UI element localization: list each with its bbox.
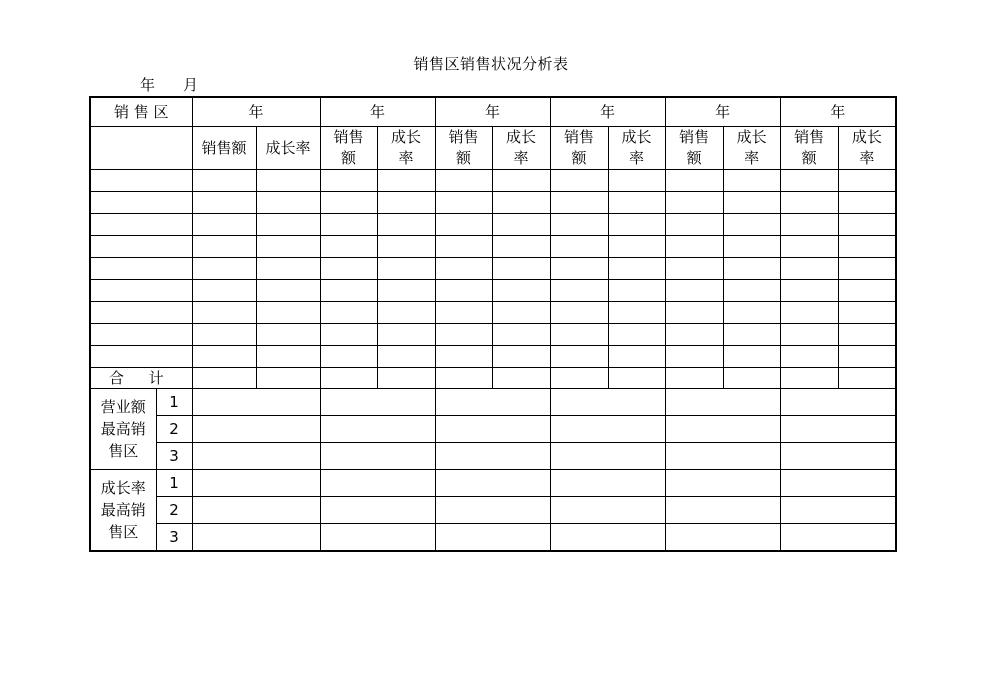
data-cell[interactable]: [256, 258, 320, 280]
data-cell[interactable]: [192, 280, 256, 302]
data-cell[interactable]: [435, 280, 492, 302]
data-cell[interactable]: [723, 280, 780, 302]
data-cell[interactable]: [320, 214, 377, 236]
header-row-metrics: [90, 127, 896, 170]
data-cell[interactable]: [780, 324, 838, 346]
data-cell[interactable]: [435, 324, 492, 346]
data-cell[interactable]: [256, 280, 320, 302]
data-cell[interactable]: [192, 346, 256, 368]
table-row: [90, 346, 896, 368]
data-cell[interactable]: [320, 258, 377, 280]
data-cell[interactable]: [780, 302, 838, 324]
rank-region-cell[interactable]: [550, 443, 665, 470]
data-cell[interactable]: [550, 280, 608, 302]
data-cell[interactable]: [550, 236, 608, 258]
total-label: 合 计: [90, 368, 192, 389]
data-cell[interactable]: [723, 346, 780, 368]
data-cell[interactable]: [723, 302, 780, 324]
data-cell[interactable]: [377, 214, 435, 236]
data-cell[interactable]: [608, 346, 665, 368]
data-cell[interactable]: [608, 192, 665, 214]
growth-rate-label: 成长率: [851, 128, 882, 167]
data-cell[interactable]: [320, 346, 377, 368]
data-cell[interactable]: [550, 302, 608, 324]
data-cell[interactable]: [320, 280, 377, 302]
rank-row: [90, 524, 896, 552]
data-cell[interactable]: [435, 170, 492, 192]
rank-region-cell[interactable]: [192, 443, 320, 470]
year-header: 年: [320, 97, 435, 127]
region-header: 销 售 区: [90, 97, 192, 127]
data-cell[interactable]: [608, 324, 665, 346]
data-cell[interactable]: [665, 236, 723, 258]
total-cell[interactable]: [780, 368, 838, 389]
table-row: [90, 192, 896, 214]
rank-number: 1: [156, 389, 192, 416]
data-cell[interactable]: [492, 302, 550, 324]
rank-number: 3: [156, 524, 192, 552]
data-cell[interactable]: [256, 346, 320, 368]
data-cell[interactable]: [256, 214, 320, 236]
total-row: [90, 368, 896, 389]
region-subheader: [90, 127, 192, 170]
table-row: [90, 214, 896, 236]
growth-rate-header: [492, 127, 550, 170]
total-cell[interactable]: [256, 368, 320, 389]
sales-amount-header: [780, 127, 838, 170]
data-cell[interactable]: [608, 302, 665, 324]
top-revenue-label-text: 营业额最高销售区: [100, 398, 146, 460]
data-cell[interactable]: [192, 258, 256, 280]
year-header: 年: [665, 97, 780, 127]
data-cell[interactable]: [838, 258, 896, 280]
data-cell[interactable]: [838, 214, 896, 236]
year-header: 年: [550, 97, 665, 127]
rank-row: [90, 416, 896, 443]
data-cell[interactable]: [256, 236, 320, 258]
region-name-cell[interactable]: [90, 170, 192, 192]
year-label: 年: [140, 76, 156, 94]
sales-amount-header: [665, 127, 723, 170]
sales-amount-header: [320, 127, 377, 170]
data-cell[interactable]: [780, 346, 838, 368]
sales-amount-header: [192, 127, 256, 170]
data-cell[interactable]: [723, 170, 780, 192]
data-cell[interactable]: [780, 280, 838, 302]
rank-region-cell[interactable]: [550, 416, 665, 443]
data-cell[interactable]: [665, 214, 723, 236]
sales-analysis-table: [89, 96, 897, 552]
rank-region-cell[interactable]: [320, 443, 435, 470]
data-cell[interactable]: [723, 236, 780, 258]
region-name-cell[interactable]: [90, 236, 192, 258]
data-cell[interactable]: [550, 214, 608, 236]
data-cell[interactable]: [435, 192, 492, 214]
sales-amount-label: 销售额: [333, 128, 364, 167]
data-cell[interactable]: [492, 346, 550, 368]
growth-rate-label: 成长率: [391, 128, 422, 167]
rank-region-cell[interactable]: [435, 389, 550, 416]
data-cell[interactable]: [492, 324, 550, 346]
data-cell[interactable]: [665, 258, 723, 280]
growth-rate-header: [377, 127, 435, 170]
rank-region-cell[interactable]: [780, 524, 896, 552]
data-cell[interactable]: [550, 192, 608, 214]
region-name-cell[interactable]: [90, 302, 192, 324]
sales-amount-label: 销售额: [201, 138, 247, 157]
data-cell[interactable]: [435, 346, 492, 368]
data-cell[interactable]: [780, 236, 838, 258]
data-cell[interactable]: [377, 324, 435, 346]
rank-region-cell[interactable]: [780, 443, 896, 470]
growth-rate-header: [723, 127, 780, 170]
rank-region-cell[interactable]: [320, 470, 435, 497]
data-cell[interactable]: [665, 192, 723, 214]
data-cell[interactable]: [608, 170, 665, 192]
data-cell[interactable]: [723, 324, 780, 346]
growth-rate-header: [838, 127, 896, 170]
data-cell[interactable]: [550, 324, 608, 346]
data-cell[interactable]: [608, 214, 665, 236]
region-name-cell[interactable]: [90, 258, 192, 280]
rank-region-cell[interactable]: [665, 524, 780, 552]
rank-region-cell[interactable]: [192, 497, 320, 524]
data-cell[interactable]: [377, 280, 435, 302]
top-growth-label: [90, 470, 156, 552]
rank-region-cell[interactable]: [320, 524, 435, 552]
rank-region-cell[interactable]: [665, 416, 780, 443]
rank-number: 3: [156, 443, 192, 470]
data-cell[interactable]: [192, 324, 256, 346]
data-cell[interactable]: [192, 236, 256, 258]
sales-amount-label: 销售额: [448, 128, 479, 167]
region-name-cell[interactable]: [90, 192, 192, 214]
data-cell[interactable]: [780, 214, 838, 236]
data-cell[interactable]: [320, 236, 377, 258]
data-cell[interactable]: [780, 170, 838, 192]
data-cell[interactable]: [377, 302, 435, 324]
growth-rate-header: [256, 127, 320, 170]
sales-amount-label: 销售额: [794, 128, 825, 167]
rank-region-cell[interactable]: [192, 524, 320, 552]
rank-region-cell[interactable]: [550, 389, 665, 416]
total-cell[interactable]: [665, 368, 723, 389]
total-cell[interactable]: [435, 368, 492, 389]
table-row: [90, 302, 896, 324]
data-cell[interactable]: [377, 170, 435, 192]
rank-region-cell[interactable]: [192, 389, 320, 416]
rank-region-cell[interactable]: [435, 497, 550, 524]
data-cell[interactable]: [665, 170, 723, 192]
rank-region-cell[interactable]: [665, 443, 780, 470]
sales-amount-label: 销售额: [564, 128, 595, 167]
rank-region-cell[interactable]: [665, 389, 780, 416]
total-cell[interactable]: [320, 368, 377, 389]
data-cell[interactable]: [192, 170, 256, 192]
region-name-cell[interactable]: [90, 324, 192, 346]
data-cell[interactable]: [256, 192, 320, 214]
rank-region-cell[interactable]: [435, 524, 550, 552]
rank-number: 2: [156, 416, 192, 443]
total-cell[interactable]: [838, 368, 896, 389]
year-header: 年: [192, 97, 320, 127]
data-cell[interactable]: [435, 236, 492, 258]
rank-region-cell[interactable]: [780, 416, 896, 443]
data-cell[interactable]: [377, 346, 435, 368]
data-cell[interactable]: [665, 302, 723, 324]
rank-region-cell[interactable]: [780, 470, 896, 497]
growth-rate-label: 成长率: [506, 128, 537, 167]
data-cell[interactable]: [435, 214, 492, 236]
data-cell[interactable]: [665, 324, 723, 346]
rank-region-cell[interactable]: [665, 470, 780, 497]
rank-region-cell[interactable]: [780, 497, 896, 524]
data-cell[interactable]: [608, 236, 665, 258]
rank-region-cell[interactable]: [192, 470, 320, 497]
data-cell[interactable]: [377, 192, 435, 214]
data-cell[interactable]: [256, 302, 320, 324]
rank-region-cell[interactable]: [320, 416, 435, 443]
rank-region-cell[interactable]: [550, 470, 665, 497]
rank-region-cell[interactable]: [320, 389, 435, 416]
data-cell[interactable]: [550, 258, 608, 280]
data-cell[interactable]: [320, 302, 377, 324]
top-revenue-label: [90, 389, 156, 470]
top-growth-label-text: 成长率最高销售区: [100, 479, 146, 541]
sales-amount-header: [550, 127, 608, 170]
data-cell[interactable]: [492, 214, 550, 236]
rank-region-cell[interactable]: [665, 497, 780, 524]
growth-rate-label: 成长率: [621, 128, 652, 167]
table-row: [90, 236, 896, 258]
data-cell[interactable]: [492, 192, 550, 214]
rank-region-cell[interactable]: [550, 497, 665, 524]
data-cell[interactable]: [492, 280, 550, 302]
data-cell[interactable]: [608, 258, 665, 280]
rank-row: [90, 497, 896, 524]
rank-region-cell[interactable]: [435, 443, 550, 470]
data-cell[interactable]: [435, 258, 492, 280]
rank-region-cell[interactable]: [320, 497, 435, 524]
sales-amount-label: 销售额: [679, 128, 710, 167]
data-cell[interactable]: [320, 170, 377, 192]
table-row: [90, 280, 896, 302]
table-row: [90, 324, 896, 346]
data-cell[interactable]: [838, 170, 896, 192]
month-label: 月: [183, 76, 199, 94]
data-cell[interactable]: [665, 280, 723, 302]
region-name-cell[interactable]: [90, 346, 192, 368]
total-cell[interactable]: [608, 368, 665, 389]
rank-region-cell[interactable]: [435, 470, 550, 497]
rank-row: [90, 443, 896, 470]
rank-row: [90, 470, 896, 497]
data-cell[interactable]: [492, 170, 550, 192]
data-cell[interactable]: [838, 346, 896, 368]
data-cell[interactable]: [192, 192, 256, 214]
data-cell[interactable]: [723, 214, 780, 236]
header-row-years: [90, 97, 896, 127]
sales-amount-header: [435, 127, 492, 170]
year-header: 年: [435, 97, 550, 127]
data-cell[interactable]: [377, 236, 435, 258]
total-cell[interactable]: [550, 368, 608, 389]
rank-region-cell[interactable]: [550, 524, 665, 552]
total-cell[interactable]: [377, 368, 435, 389]
data-cell[interactable]: [192, 214, 256, 236]
rank-region-cell[interactable]: [192, 416, 320, 443]
data-cell[interactable]: [780, 258, 838, 280]
data-cell[interactable]: [492, 236, 550, 258]
total-cell[interactable]: [723, 368, 780, 389]
data-cell[interactable]: [838, 280, 896, 302]
page-title: 销售区销售状况分析表: [413, 55, 569, 73]
data-cell[interactable]: [256, 170, 320, 192]
data-cell[interactable]: [192, 302, 256, 324]
data-cell[interactable]: [256, 324, 320, 346]
data-cell[interactable]: [550, 346, 608, 368]
data-cell[interactable]: [320, 192, 377, 214]
rank-number: 1: [156, 470, 192, 497]
rank-region-cell[interactable]: [435, 416, 550, 443]
data-cell[interactable]: [550, 170, 608, 192]
total-cell[interactable]: [192, 368, 256, 389]
date-line: [140, 74, 198, 95]
year-header: 年: [780, 97, 896, 127]
data-cell[interactable]: [780, 192, 838, 214]
data-cell[interactable]: [320, 324, 377, 346]
growth-rate-header: [608, 127, 665, 170]
rank-region-cell[interactable]: [780, 389, 896, 416]
table-row: [90, 170, 896, 192]
data-cell[interactable]: [838, 192, 896, 214]
growth-rate-label: 成长率: [265, 138, 311, 157]
region-name-cell[interactable]: [90, 214, 192, 236]
growth-rate-label: 成长率: [736, 128, 767, 167]
data-cell[interactable]: [608, 280, 665, 302]
total-cell[interactable]: [492, 368, 550, 389]
data-cell[interactable]: [665, 346, 723, 368]
data-cell[interactable]: [838, 236, 896, 258]
data-cell[interactable]: [435, 302, 492, 324]
region-name-cell[interactable]: [90, 280, 192, 302]
rank-row: [90, 389, 896, 416]
data-cell[interactable]: [377, 258, 435, 280]
data-cell[interactable]: [723, 192, 780, 214]
data-cell[interactable]: [492, 258, 550, 280]
rank-number: 2: [156, 497, 192, 524]
data-cell[interactable]: [723, 258, 780, 280]
data-cell[interactable]: [838, 302, 896, 324]
data-cell[interactable]: [838, 324, 896, 346]
table-row: [90, 258, 896, 280]
